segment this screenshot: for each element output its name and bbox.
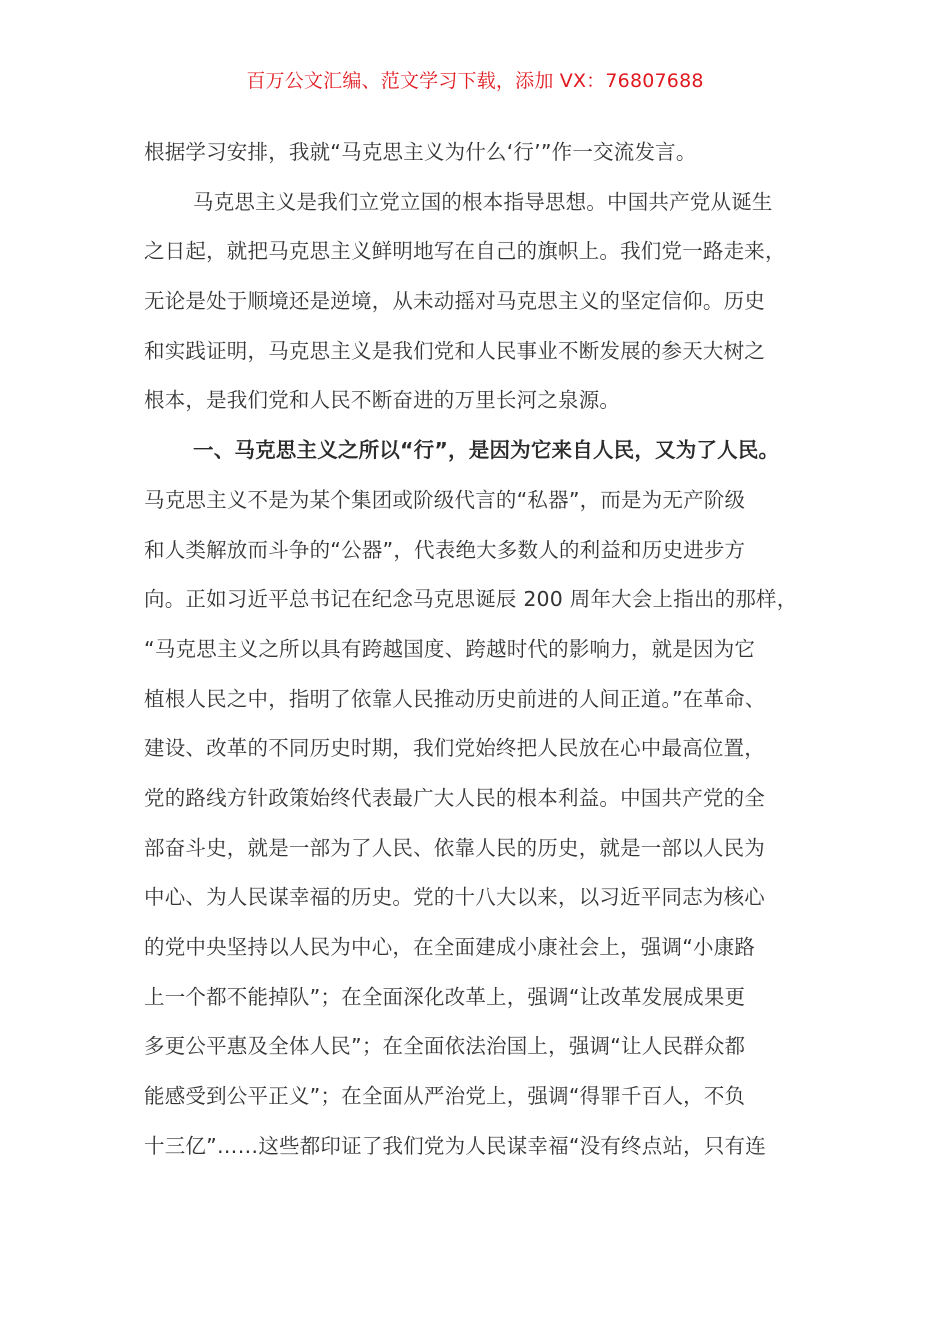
paragraph-line: 植根人民之中，指明了依靠人民推动历史前进的人间正道。”在革命、	[144, 686, 766, 711]
paragraph-line: 马克思主义是我们立党立国的根本指导思想。中国共产党从诞生	[193, 189, 773, 214]
paragraph-line: 和人类解放而斗争的“公器”，代表绝大多数人的利益和历史进步方	[144, 537, 746, 562]
intro-line: 根据学习安排，我就“马克思主义为什么‘行’”作一交流发言。	[144, 140, 697, 164]
header-banner: 百万公文汇编、范文学习下载，添加 VX：76807688	[246, 70, 704, 92]
paragraph-line: 部奋斗史，就是一部为了人民、依靠人民的历史，就是一部以人民为	[144, 835, 765, 860]
paragraph-line: 根本，是我们党和人民不断奋进的万里长河之泉源。	[144, 388, 621, 413]
paragraph-line: 建设、改革的不同历史时期，我们党始终把人民放在心中最高位置，	[144, 736, 765, 761]
paragraph-line: 多更公平惠及全体人民”；在全面依法治国上，强调“让人民群众都	[144, 1034, 746, 1059]
paragraph-line: 能感受到公平正义”；在全面从严治党上，强调“得罪千百人，不负	[144, 1084, 746, 1109]
paragraph-line: 中心、为人民谋幸福的历史。党的十八大以来，以习近平同志为核心	[144, 885, 765, 910]
paragraph-line: 向。正如习近平总书记在纪念马克思诞辰 200 周年大会上指出的那样，	[144, 587, 798, 612]
paragraph-line: 党的路线方针政策始终代表最广大人民的根本利益。中国共产党的全	[144, 785, 765, 810]
paragraph-line: 上一个都不能掉队”；在全面深化改革上，强调“让改革发展成果更	[144, 984, 746, 1009]
paragraph-line: 和实践证明，马克思主义是我们党和人民事业不断发展的参天大树之	[144, 338, 765, 363]
section-heading: 一、马克思主义之所以“行”，是因为它来自人民，又为了人民。	[193, 438, 780, 463]
paragraph-line: 的党中央坚持以人民为中心，在全面建成小康社会上，强调“小康路	[144, 935, 756, 959]
paragraph-line: 无论是处于顺境还是逆境，从未动摇对马克思主义的坚定信仰。历史	[144, 289, 765, 314]
paragraph-line: “马克思主义之所以具有跨越国度、跨越时代的影响力，就是因为它	[144, 636, 756, 661]
paragraph-line: 十三亿”……这些都印证了我们党为人民谋幸福“没有终点站，只有连	[144, 1133, 766, 1158]
paragraph-line: 之日起，就把马克思主义鲜明地写在自己的旗帜上。我们党一路走来，	[144, 239, 786, 264]
paragraph-line: 马克思主义不是为某个集团或阶级代言的“私器”，而是为无产阶级	[144, 487, 746, 512]
document-body	[144, 132, 809, 1175]
